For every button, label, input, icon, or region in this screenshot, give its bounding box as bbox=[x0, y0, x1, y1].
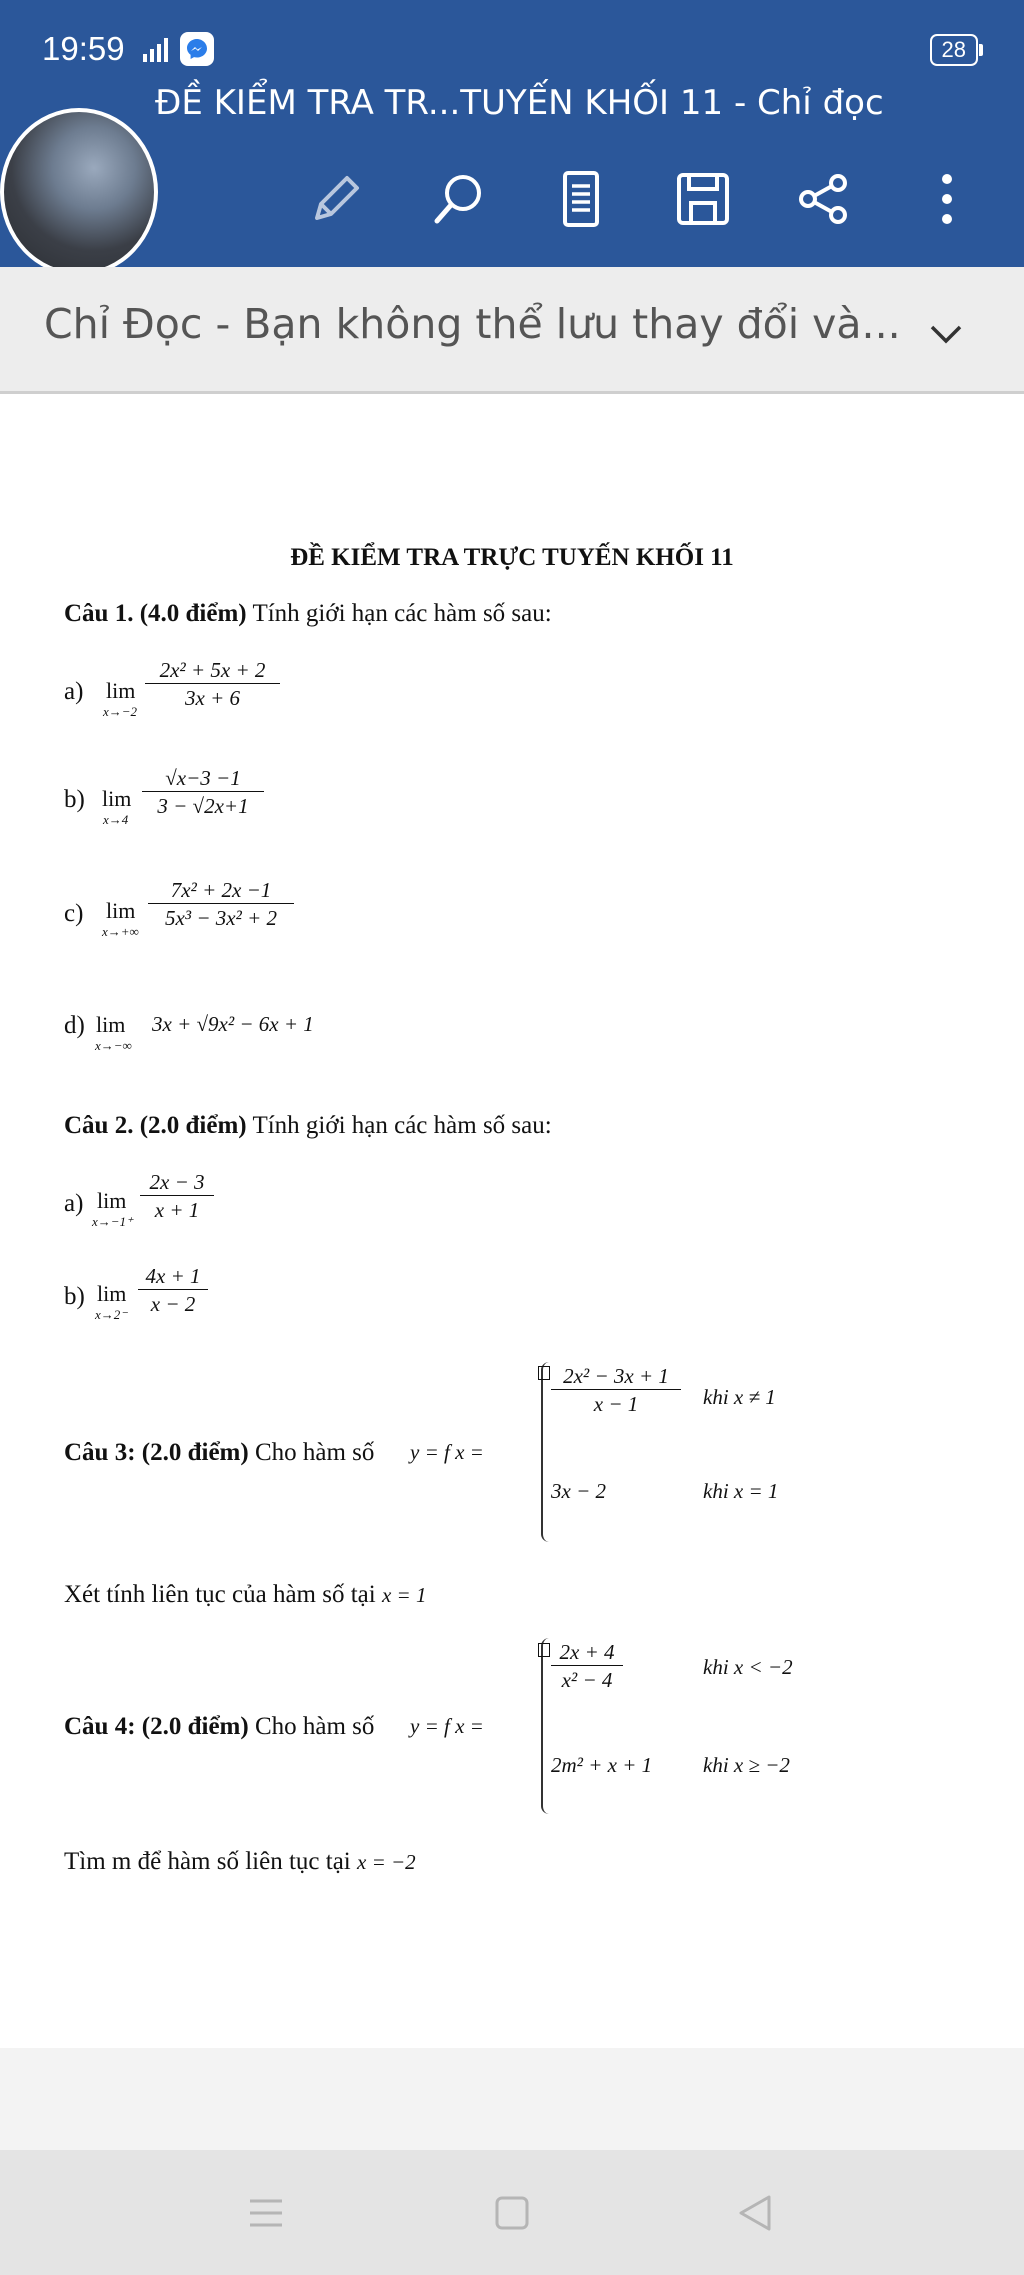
status-bar bbox=[42, 30, 214, 68]
q3-followup bbox=[64, 1581, 426, 1609]
recent-apps-button[interactable] bbox=[240, 2187, 292, 2239]
q1c-den: 5x³ − 3x² + 2 bbox=[148, 903, 294, 931]
q4-case1-num: 2x + 4 bbox=[559, 1640, 615, 1664]
save-button[interactable] bbox=[672, 168, 734, 230]
q1b-den: 3 − √2x+1 bbox=[142, 791, 264, 819]
share-icon bbox=[796, 171, 852, 227]
search-icon bbox=[431, 171, 487, 227]
q4-followup bbox=[64, 1848, 416, 1876]
q2a-mark: a) bbox=[64, 1190, 84, 1217]
pencil-icon bbox=[309, 172, 363, 226]
document-bottom-margin bbox=[0, 2048, 1024, 2150]
q1-text: Tính giới hạn các hàm số sau: bbox=[246, 600, 552, 627]
q3-case1-num: 2x² − 3x + 1 bbox=[563, 1364, 669, 1388]
more-options-button[interactable] bbox=[916, 168, 978, 230]
q2b-lim: lim bbox=[97, 1281, 127, 1306]
back-button[interactable] bbox=[728, 2187, 780, 2239]
q4-text: Cho hàm số bbox=[248, 1713, 375, 1740]
q1d-mark: d) bbox=[64, 1012, 85, 1039]
messenger-icon bbox=[180, 32, 214, 66]
home-button[interactable] bbox=[486, 2187, 538, 2239]
share-button[interactable] bbox=[793, 168, 855, 230]
q3-text: Cho hàm số bbox=[248, 1439, 375, 1466]
q1b-mark: b) bbox=[64, 786, 85, 813]
q3-followup-math: x = 1 bbox=[381, 1583, 427, 1607]
q1c-num: 7x² + 2x −1 bbox=[170, 878, 272, 902]
menu-icon bbox=[246, 2195, 286, 2231]
q4-case1-den: x² − 4 bbox=[551, 1665, 623, 1693]
q1-heading bbox=[64, 600, 552, 628]
q2-heading bbox=[64, 1112, 552, 1140]
q4-heading bbox=[64, 1713, 374, 1741]
status-time: 19:59 bbox=[42, 30, 125, 67]
q1a-fraction bbox=[145, 658, 280, 711]
document-title: ĐỀ KIỂM TRA TR...TUYẾN KHỐI 11 - Chỉ đọc bbox=[155, 83, 884, 123]
search-button[interactable] bbox=[428, 168, 490, 230]
q3-case1-condition: khi x ≠ 1 bbox=[703, 1385, 776, 1409]
q1a-num: 2x² + 5x + 2 bbox=[159, 658, 266, 682]
q2a-num: 2x − 3 bbox=[149, 1170, 205, 1194]
q1a-lim: lim bbox=[106, 678, 136, 703]
app-bar bbox=[0, 0, 1024, 267]
q1c-mark: c) bbox=[64, 900, 84, 927]
back-triangle-icon bbox=[735, 2193, 773, 2233]
q1b-fraction bbox=[142, 766, 264, 819]
q1a-sub: x→−2 bbox=[103, 704, 138, 719]
q1b-sub: x→4 bbox=[103, 812, 129, 827]
q2b-mark: b) bbox=[64, 1283, 85, 1310]
q4-case2-expression: 2m² + x + 1 bbox=[551, 1753, 653, 1777]
q3-function: y = f x = bbox=[410, 1440, 484, 1464]
q3-case2-expression: 3x − 2 bbox=[551, 1479, 606, 1503]
q2a-den: x + 1 bbox=[140, 1195, 214, 1223]
save-icon bbox=[675, 171, 731, 227]
expand-readonly-button[interactable] bbox=[918, 306, 974, 362]
q4-followup-text: Tìm m để hàm số liên tục tại bbox=[64, 1848, 351, 1875]
home-square-icon bbox=[494, 2195, 530, 2231]
q2b-num: 4x + 1 bbox=[145, 1264, 201, 1288]
q1c-fraction bbox=[148, 878, 294, 931]
readonly-message: Chỉ Đọc - Bạn không thể lưu thay đổi và... bbox=[44, 300, 901, 348]
q1d-expression: 3x + √9x² − 6x + 1 bbox=[152, 1012, 314, 1036]
q4-followup-math: x = −2 bbox=[357, 1850, 416, 1874]
q4-placeholder-glyph bbox=[538, 1643, 550, 1657]
edit-button[interactable] bbox=[305, 168, 367, 230]
q3-placeholder-glyph bbox=[538, 1366, 550, 1380]
q1a-den: 3x + 6 bbox=[145, 683, 280, 711]
q3-case1-fraction bbox=[551, 1364, 681, 1417]
q3-heading bbox=[64, 1439, 374, 1467]
q4-function: y = f x = bbox=[410, 1714, 484, 1738]
q1b-num: √x−3 −1 bbox=[165, 766, 241, 790]
q1d-sub: x→−∞ bbox=[95, 1038, 132, 1053]
q2a-fraction bbox=[140, 1170, 214, 1223]
q2b-den: x − 2 bbox=[138, 1289, 208, 1317]
q4-label: Câu 4: (2.0 điểm) bbox=[64, 1713, 249, 1740]
q1d-lim: lim bbox=[96, 1012, 126, 1037]
q2a-sub: x→−1⁺ bbox=[92, 1214, 133, 1229]
q2b-sub: x→2⁻ bbox=[95, 1307, 128, 1322]
reading-view-button[interactable] bbox=[550, 168, 612, 230]
q2b-fraction bbox=[138, 1264, 208, 1317]
q1-label: Câu 1. (4.0 điểm) bbox=[64, 600, 247, 627]
q3-case1-den: x − 1 bbox=[551, 1389, 681, 1417]
q1c-lim: lim bbox=[106, 898, 136, 923]
q4-case1-condition: khi x < −2 bbox=[703, 1655, 793, 1679]
more-icon bbox=[937, 171, 957, 227]
battery-indicator: 28 bbox=[930, 34, 978, 66]
signal-icon bbox=[143, 36, 168, 62]
q1a-mark: a) bbox=[64, 678, 84, 705]
page-title: ĐỀ KIỂM TRA TRỰC TUYẾN KHỐI 11 bbox=[290, 544, 734, 571]
q1b-lim: lim bbox=[102, 786, 132, 811]
q2-text: Tính giới hạn các hàm số sau: bbox=[246, 1112, 552, 1139]
q3-label: Câu 3: (2.0 điểm) bbox=[64, 1439, 249, 1466]
avatar[interactable] bbox=[0, 108, 158, 276]
q3-case2-condition: khi x = 1 bbox=[703, 1479, 779, 1503]
q4-case2-condition: khi x ≥ −2 bbox=[703, 1753, 790, 1777]
q2-label: Câu 2. (2.0 điểm) bbox=[64, 1112, 247, 1139]
q3-followup-text: Xét tính liên tục của hàm số tại bbox=[64, 1581, 376, 1608]
q4-case1-fraction bbox=[551, 1640, 623, 1693]
chevron-down-icon bbox=[928, 323, 964, 345]
reading-view-icon bbox=[561, 170, 601, 228]
q2a-lim: lim bbox=[97, 1188, 127, 1213]
q1c-sub: x→+∞ bbox=[102, 924, 139, 939]
